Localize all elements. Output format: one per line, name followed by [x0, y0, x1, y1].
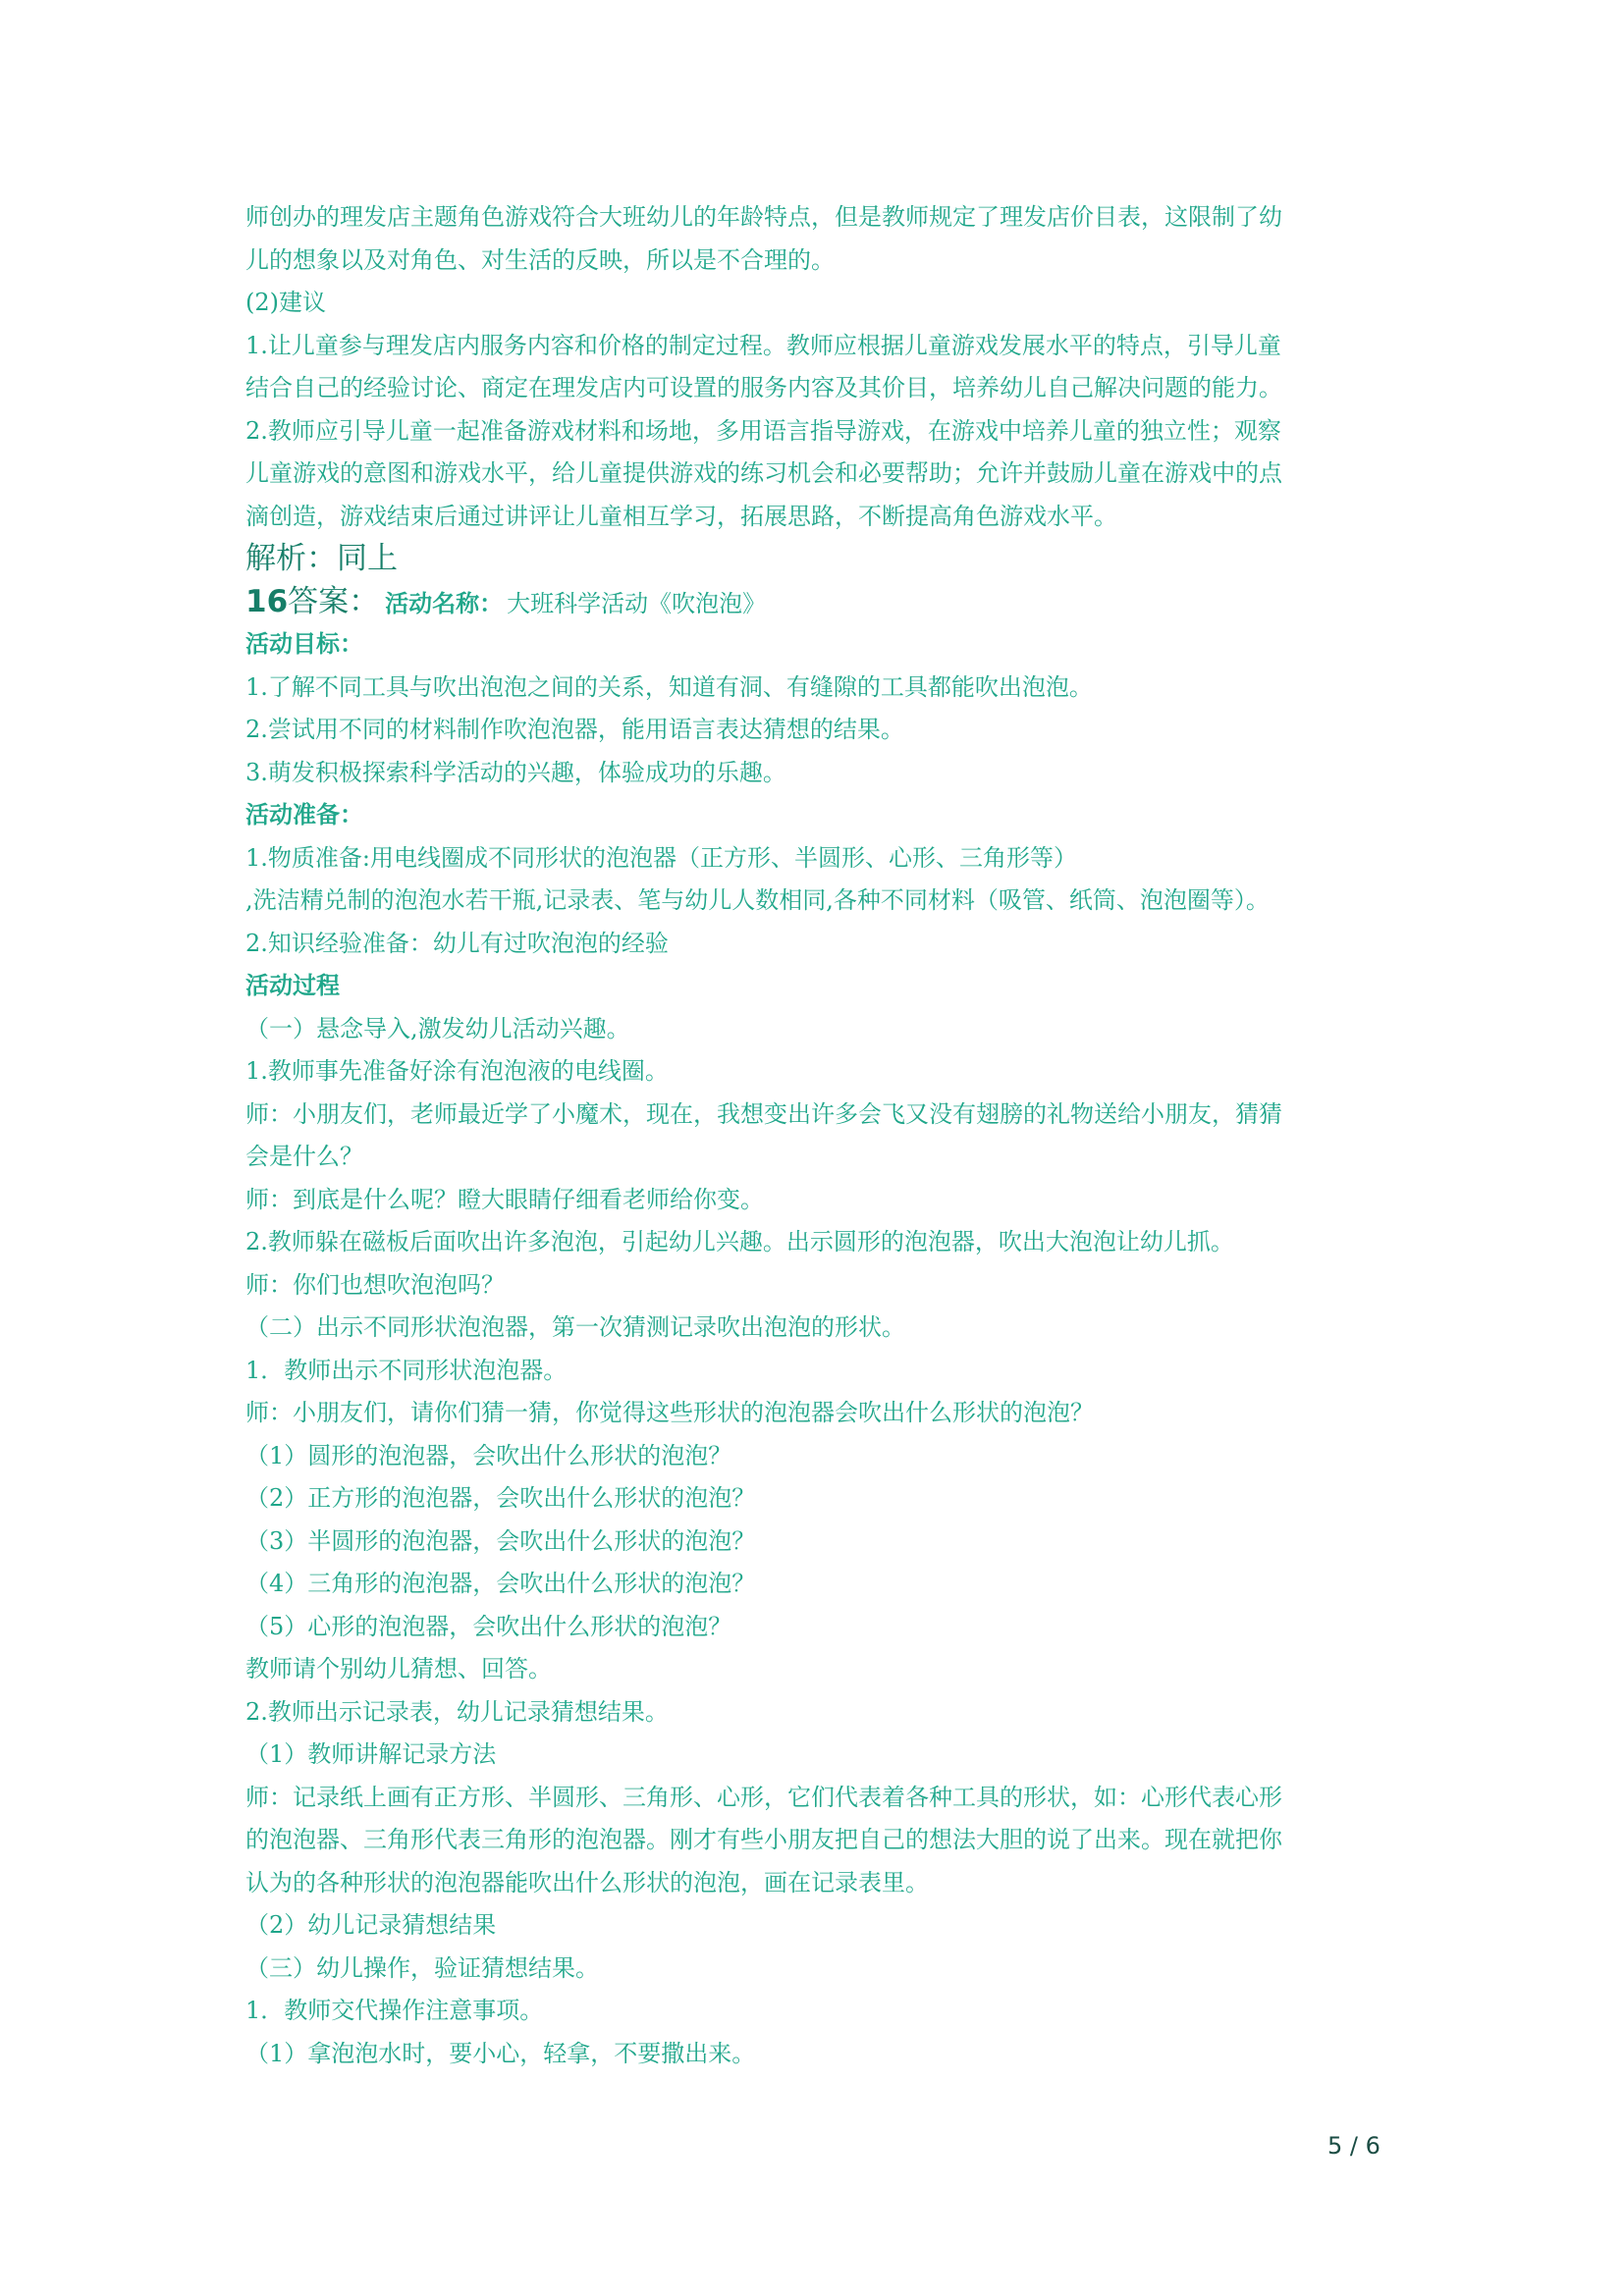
process-line: （1）教师讲解记录方法 — [245, 1740, 497, 1768]
process-line: 认为的各种形状的泡泡器能吹出什么形状的泡泡，画在记录表里。 — [245, 1868, 929, 1896]
preparation-item: 2.知识经验准备：幼儿有过吹泡泡的经验 — [245, 929, 669, 957]
question-number: 16 — [245, 583, 289, 619]
process-line: 2.教师躲在磁板后面吹出许多泡泡，引起幼儿兴趣。出示圆形的泡泡器，吹出大泡泡让幼儿抓。 — [245, 1228, 1234, 1255]
process-line: 的泡泡器、三角形代表三角形的泡泡器。刚才有些小朋友把自己的想法大胆的说了出来。现在就把你 — [245, 1826, 1282, 1853]
process-line: （5）心形的泡泡器，会吹出什么形状的泡泡？ — [245, 1612, 732, 1640]
paragraph-line: 儿童游戏的意图和游戏水平，给儿童提供游戏的练习机会和必要帮助；允许并鼓励儿童在游戏中的点 — [245, 459, 1282, 487]
activity-name-label: 活动名称： — [385, 589, 504, 617]
paragraph-line: 2.教师应引导儿童一起准备游戏材料和场地，多用语言指导游戏，在游戏中培养儿童的独立性；观察 — [245, 416, 1281, 445]
process-line: 1.教师事先准备好涂有泡泡液的电线圈。 — [245, 1057, 669, 1085]
process-line: （三）幼儿操作，验证猜想结果。 — [245, 1953, 599, 1982]
goal-item: 2.尝试用不同的材料制作吹泡泡器，能用语言表达猜想的结果。 — [245, 716, 904, 743]
paragraph-line: 儿的想象以及对角色、对生活的反映，所以是不合理的。 — [245, 245, 835, 274]
preparation-item: ,洗洁精兑制的泡泡水若干瓶,记录表、笔与幼儿人数相同,各种不同材料（吸管、纸筒、泡泡圈等）。 — [245, 886, 1270, 914]
goal-item: 1.了解不同工具与吹出泡泡之间的关系，知道有洞、有缝隙的工具都能吹出泡泡。 — [245, 672, 1093, 701]
activity-name-value: 大班科学活动《吹泡泡》 — [507, 589, 767, 617]
process-line: （一）悬念导入,激发幼儿活动兴趣。 — [245, 1014, 630, 1042]
process-line: （2）正方形的泡泡器，会吹出什么形状的泡泡？ — [245, 1484, 756, 1512]
process-line: 师：记录纸上画有正方形、半圆形、三角形、心形，它们代表着各种工具的形状，如：心形代表心形 — [245, 1783, 1282, 1811]
paragraph-line: 结合自己的经验讨论、商定在理发店内可设置的服务内容及其价目，培养幼儿自己解决问题的能力。 — [245, 374, 1282, 401]
question-16-heading — [245, 581, 1384, 624]
analysis-heading: 解析：同上 — [245, 541, 398, 576]
process-line: 1．教师交代操作注意事项。 — [245, 1997, 544, 2024]
paragraph-line: 师创办的理发店主题角色游戏符合大班幼儿的年龄特点，但是教师规定了理发店价目表，这限制了幼 — [245, 203, 1282, 231]
process-line: 师：小朋友们，老师最近学了小魔术，现在，我想变出许多会飞又没有翅膀的礼物送给小朋友，猜猜 — [245, 1099, 1282, 1128]
process-line: 师：到底是什么呢？瞪大眼睛仔细看老师给你变。 — [245, 1185, 764, 1213]
process-line: （1）圆形的泡泡器，会吹出什么形状的泡泡？ — [245, 1441, 732, 1469]
process-line: 师：你们也想吹泡泡吗？ — [245, 1270, 505, 1299]
process-line: （4）三角形的泡泡器，会吹出什么形状的泡泡？ — [245, 1570, 756, 1597]
goals-heading: 活动目标： — [245, 630, 363, 658]
goal-item: 3.萌发积极探索科学活动的兴趣，体验成功的乐趣。 — [245, 758, 786, 786]
process-heading: 活动过程 — [245, 972, 340, 999]
paragraph-line: 滴创造，游戏结束后通过讲评让儿童相互学习，拓展思路，不断提高角色游戏水平。 — [245, 502, 1117, 530]
process-line: 会是什么？ — [245, 1143, 363, 1170]
preparation-item: 1.物质准备:用电线圈成不同形状的泡泡器（正方形、半圆形、心形、三角形等） — [245, 843, 1077, 872]
process-line: 1．教师出示不同形状泡泡器。 — [245, 1356, 568, 1384]
page-number: 5 / 6 — [1327, 2132, 1380, 2160]
document-page — [245, 196, 1384, 2075]
process-line: 师：小朋友们，请你们猜一猜，你觉得这些形状的泡泡器会吹出什么形状的泡泡？ — [245, 1399, 1094, 1426]
process-line: （1）拿泡泡水时，要小心，轻拿，不要撒出来。 — [245, 2039, 756, 2067]
process-line: （二）出示不同形状泡泡器，第一次猜测记录吹出泡泡的形状。 — [245, 1313, 905, 1341]
preparation-heading: 活动准备： — [245, 801, 363, 828]
process-line: 2.教师出示记录表，幼儿记录猜想结果。 — [245, 1697, 669, 1726]
process-line: 教师请个别幼儿猜想、回答。 — [245, 1655, 552, 1682]
process-line: （3）半圆形的泡泡器，会吹出什么形状的泡泡？ — [245, 1526, 756, 1555]
paragraph-line: 1.让儿童参与理发店内服务内容和价格的制定过程。教师应根据儿童游戏发展水平的特点，引导儿童 — [245, 331, 1281, 359]
answer-label: 答案： — [288, 583, 380, 619]
suggestion-heading: (2)建议 — [245, 289, 326, 316]
process-line: （2）幼儿记录猜想结果 — [245, 1911, 497, 1939]
